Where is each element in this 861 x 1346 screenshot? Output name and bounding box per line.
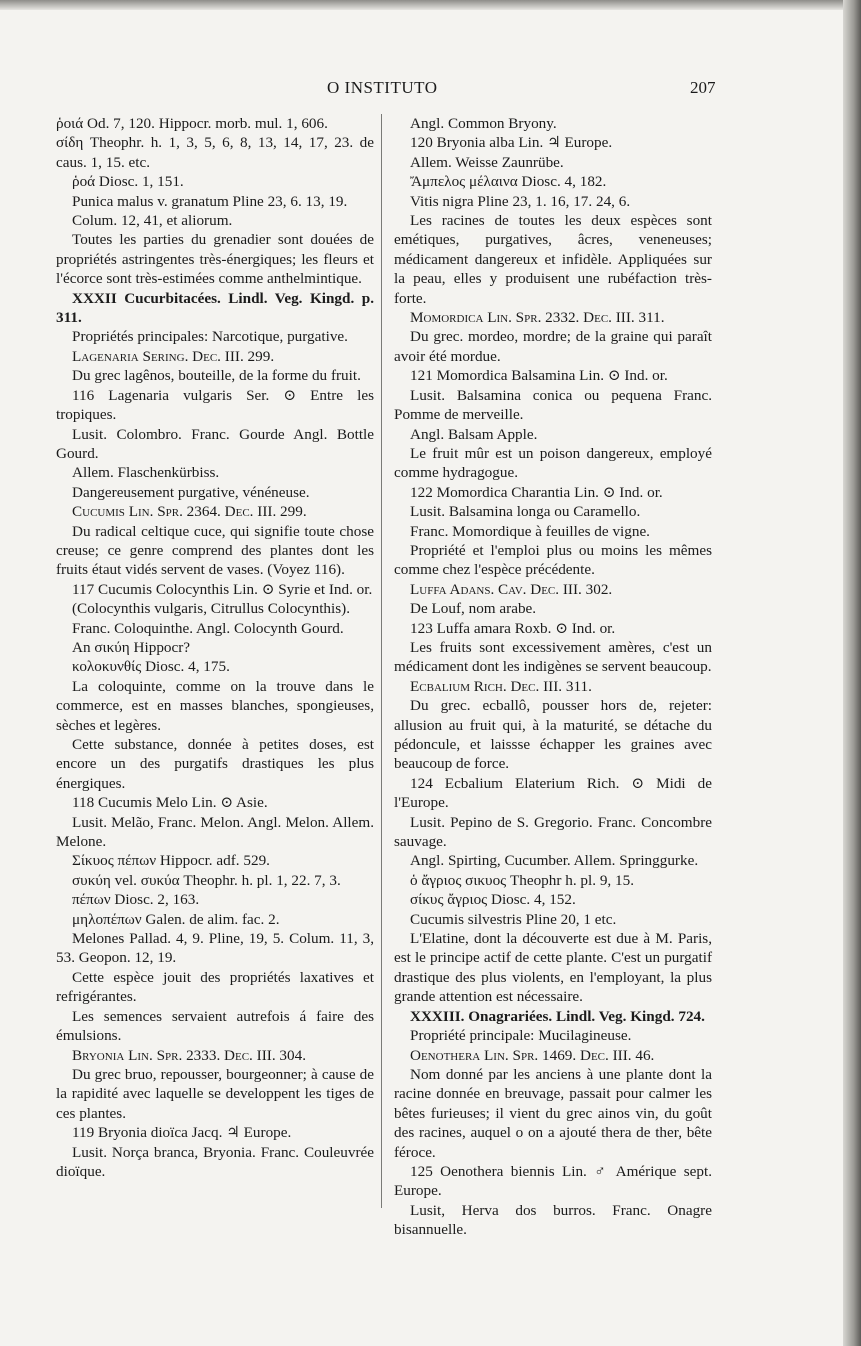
paragraph: Allem. Weisse Zaunrübe.: [410, 153, 564, 171]
paragraph: Du grec. ecballô, pousser hors de, rejeter: allusion au fruit qui, à la maturité, se détache du pédoncule, et laissse échapper les graines avec beaucoup de force.: [394, 697, 712, 773]
paragraph: Du grec lagênos, bouteille, de la forme du fruit.: [72, 367, 361, 385]
paragraph: Du grec. mordeo, mordre; de la graine qui paraît avoir été mordue.: [394, 328, 712, 365]
paragraph: Cette substance, donnée à petites doses, est encore un des purgatifs drastiques les plus énergiques.: [56, 736, 374, 792]
paragraph: De Louf, nom arabe.: [410, 600, 537, 618]
paragraph: Lusit. Balsamina longa ou Caramello.: [410, 503, 641, 521]
species-entry: 121 Momordica Balsamina Lin. ⊙ Ind. or.: [410, 367, 668, 385]
genus-heading: Luffa Adans. Cav. Dec. III. 302.: [410, 580, 613, 598]
page-right-edge-shadow: [843, 0, 861, 1346]
page-header: [0, 78, 861, 102]
paragraph: Franc. Coloquinthe. Angl. Colocynth Gourd.: [72, 619, 344, 637]
paragraph: Lusit. Norça branca, Bryonia. Franc. Couleuvrée dioïque.: [56, 1143, 374, 1180]
species-entry: 122 Momordica Charantia Lin. ⊙ Ind. or.: [410, 483, 663, 501]
paragraph: Angl. Common Bryony.: [410, 115, 557, 132]
paragraph: πέπων Diosc. 2, 163.: [72, 891, 200, 909]
paragraph: κολοκυνθίς Diosc. 4, 175.: [72, 658, 230, 676]
paragraph: σίδη Theophr. h. 1, 3, 5, 6, 8, 13, 14, 17, 23. de caus. 1, 15. etc.: [56, 134, 374, 171]
paragraph: Angl. Spirting, Cucumber. Allem. Springgurke.: [410, 852, 699, 870]
paragraph: Propriétés principales: Narcotique, purgative.: [72, 328, 348, 346]
species-entry: 116 Lagenaria vulgaris Ser. ⊙ Entre les tropiques.: [56, 386, 374, 424]
column-divider: [381, 114, 382, 1208]
paragraph: Vitis nigra Pline 23, 1. 16, 17. 24, 6.: [410, 192, 631, 210]
page-top-shadow: [0, 0, 861, 10]
paragraph: Franc. Momordique à feuilles de vigne.: [410, 522, 650, 540]
paragraph: L'Elatine, dont la découverte est due à M. Paris, est le principe actif de cette plante. C'est un purgatif drastique des plus violents, en l'employant, la plus grande attention est nécessaire.: [394, 930, 712, 1006]
paragraph: Lusit. Pepino de S. Gregorio. Franc. Concombre sauvage.: [394, 813, 712, 851]
paragraph: Allem. Flaschenkürbiss.: [72, 464, 220, 482]
paragraph: An σικύη Hippocr?: [72, 638, 191, 656]
paragraph: Propriété principale: Mucilagineuse.: [410, 1027, 632, 1045]
paragraph: Ἄμπελος μέλαινα Diosc. 4, 182.: [410, 173, 607, 191]
paragraph: Les semences servaient autrefois á faire des émulsions.: [56, 1007, 374, 1045]
paragraph: Cette espèce jouit des propriétés laxatives et refrigérantes.: [56, 968, 374, 1006]
family-heading: XXXIII. Onagrariées. Lindl. Veg. Kingd. 724.: [410, 1007, 705, 1025]
paragraph: Lusit, Herva dos burros. Franc. Onagre bisannuelle.: [394, 1201, 712, 1239]
left-column: [56, 114, 374, 1181]
species-entry: 120 Bryonia alba Lin. ♃ Europe.: [410, 134, 613, 152]
paragraph: ῥοά Diosc. 1, 151.: [72, 173, 184, 191]
paragraph: μηλοπέπων Galen. de alim. fac. 2.: [72, 910, 280, 928]
paragraph: Colum. 12, 41, et aliorum.: [72, 212, 233, 230]
paragraph: Les racines de toutes les deux espèces sont emétiques, purgatives, âcres, veneneuses; médicament dangereux et infidèle. Appliquées sur la peau, elles y produisent une rubéfaction très-forte.: [394, 212, 712, 307]
paragraph: Punica malus v. granatum Pline 23, 6. 13, 19.: [72, 192, 348, 210]
species-entry: 125 Oenothera biennis Lin. ♂ Amérique sept. Europe.: [394, 1162, 712, 1200]
species-entry: 119 Bryonia dioïca Jacq. ♃ Europe.: [72, 1124, 292, 1142]
paragraph: Dangereusement purgative, vénéneuse.: [72, 483, 310, 501]
paragraph: Lusit. Colombro. Franc. Gourde Angl. Bottle Gourd.: [56, 425, 374, 462]
species-entry: 117 Cucumis Colocynthis Lin. ⊙ Syrie et Ind. or.: [72, 580, 373, 598]
paragraph: ὁ ἄγριος σικυος Theophr h. pl. 9, 15.: [410, 871, 634, 889]
page-number: 207: [690, 78, 716, 97]
paragraph: Nom donné par les anciens à une plante dont la racine donnée en breuvage, passait pour calmer les bêtes furieuses; il vient du grec ainos vin, du goût des racines, auquel o on a ajouté thera de ther, bête féroce.: [394, 1065, 712, 1161]
species-entry: 118 Cucumis Melo Lin. ⊙ Asie.: [72, 794, 268, 812]
paragraph: Propriété et l'emploi plus ou moins les mêmes comme chez l'espèce précédente.: [394, 541, 712, 579]
family-heading: XXXII Cucurbitacées. Lindl. Veg. Kingd. p. 311.: [56, 289, 374, 327]
species-entry: 124 Ecbalium Elaterium Rich. ⊙ Midi de l'Europe.: [394, 774, 712, 812]
paragraph: (Colocynthis vulgaris, Citrullus Colocynthis).: [72, 600, 351, 618]
paragraph: ῥοιά Od. 7, 120. Hippocr. morb. mul. 1, 606.: [56, 115, 328, 132]
species-entry: 123 Luffa amara Roxb. ⊙ Ind. or.: [410, 619, 616, 637]
paragraph: Lusit. Melão, Franc. Melon. Angl. Melon. Allem. Melone.: [56, 813, 374, 851]
paragraph: Melones Pallad. 4, 9. Pline, 19, 5. Colum. 11, 3, 53. Geopon. 12, 19.: [56, 930, 374, 967]
genus-heading: Bryonia Lin. Spr. 2333. Dec. III. 304.: [72, 1046, 306, 1064]
paragraph: συκύη vel. συκύα Theophr. h. pl. 1, 22. 7, 3.: [72, 871, 341, 889]
paragraph: Lusit. Balsamina conica ou pequena Franc. Pomme de merveille.: [394, 386, 712, 424]
paragraph: Les fruits sont excessivement amères, c'est un médicament dont les indigènes se servent beaucoup.: [394, 638, 712, 676]
paragraph: Le fruit mûr est un poison dangereux, employé comme hydragogue.: [394, 444, 712, 482]
genus-heading: Ecbalium Rich. Dec. III. 311.: [410, 677, 592, 695]
right-column: [394, 114, 712, 1240]
paragraph: Du radical celtique cuce, qui signifie toute chose creuse; ce genre comprend des plantes dont les fruits étaut vidés servent de vases. (Voyez 116).: [56, 522, 374, 579]
paragraph: Σίκυος πέπων Hippocr. adf. 529.: [72, 852, 270, 870]
genus-heading: Lagenaria Sering. Dec. III. 299.: [72, 347, 275, 365]
paragraph: Cucumis silvestris Pline 20, 1 etc.: [410, 910, 617, 928]
paragraph: Du grec bruo, repousser, bourgeonner; à cause de la rapidité avec laquelle se developpent les tiges de ces plantes.: [56, 1065, 374, 1122]
running-title: O INSTITUTO: [327, 78, 438, 97]
paragraph: Angl. Balsam Apple.: [410, 425, 538, 443]
genus-heading: Momordica Lin. Spr. 2332. Dec. III. 311.: [410, 309, 665, 327]
paragraph: La coloquinte, comme on la trouve dans le commerce, est en masses blanches, spongieuses, sèches et legères.: [56, 677, 374, 734]
genus-heading: Oenothera Lin. Spr. 1469. Dec. III. 46.: [410, 1046, 655, 1064]
paragraph: σίκυς ἄγριος Diosc. 4, 152.: [410, 891, 576, 909]
paragraph: Toutes les parties du grenadier sont douées de propriétés astringentes très-énergiques; les fleurs et l'écorce sont très-estimées comme anthelmintique.: [56, 231, 374, 288]
genus-heading: Cucumis Lin. Spr. 2364. Dec. III. 299.: [72, 503, 307, 521]
